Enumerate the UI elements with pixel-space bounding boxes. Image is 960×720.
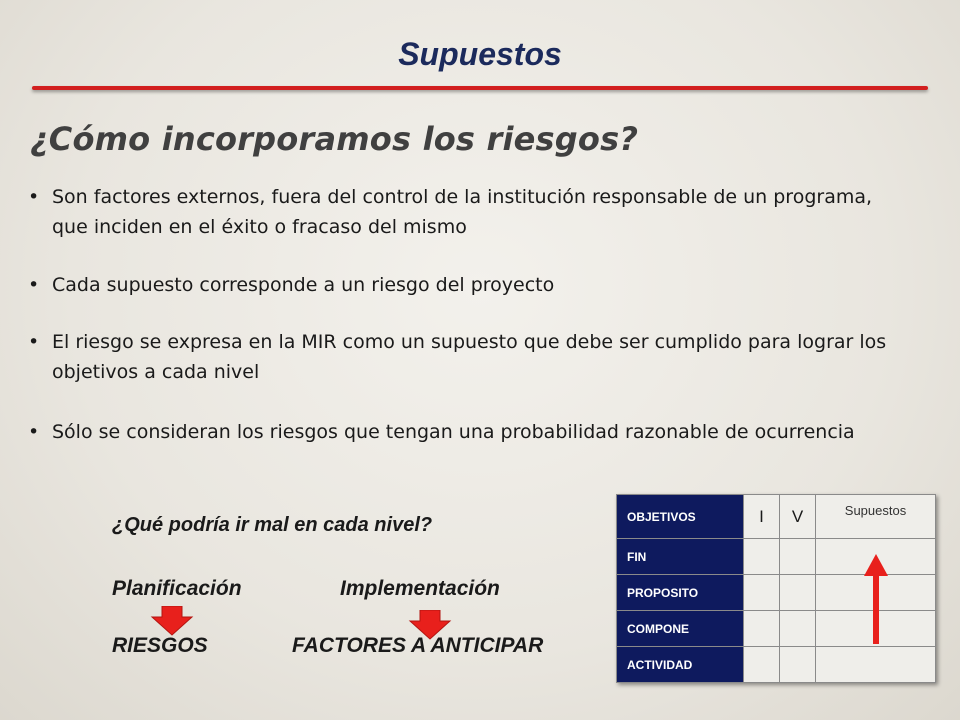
table-row [617,647,936,683]
bullet-text: Son factores externos, fuera del control de la institución responsable de un programa, que inciden en el éxito o fracaso del mismo [52,186,873,238]
table-header-row [617,495,936,539]
header-i: I [744,495,780,539]
row-label: ACTIVIDAD [617,647,744,683]
header-v: V [780,495,816,539]
row-label: PROPOSITO [617,575,744,611]
bullet-marker: • [28,331,40,353]
bullet-marker: • [28,421,40,443]
up-arrow-icon [858,552,894,648]
title-underline [32,86,928,90]
table-cell [744,611,780,647]
table-cell [780,611,816,647]
factores-label: FACTORES A ANTICIPAR [292,634,544,657]
slide-subtitle: ¿Cómo incorporamos los riesgos? [30,120,639,158]
bullet-text: Cada supuesto corresponde a un riesgo del proyecto [52,274,555,296]
table-cell [744,539,780,575]
bullet-item [28,417,902,447]
planificacion-label: Planificación [112,577,242,600]
bullet-item [28,270,902,300]
bullet-marker: • [28,186,40,208]
table-cell [744,647,780,683]
bullet-marker: • [28,274,40,296]
slide-title: Supuestos [398,36,562,72]
question-text: ¿Qué podría ir mal en cada nivel? [112,514,433,536]
header-objetivos: OBJETIVOS [617,495,744,539]
table-cell [780,575,816,611]
table-cell [744,575,780,611]
header-supuestos: Supuestos [816,495,936,539]
bullet-text: El riesgo se expresa en la MIR como un supuesto que debe ser cumplido para lograr los objetivos a cada nivel [52,331,887,383]
row-label: FIN [617,539,744,575]
bullet-item [28,182,902,242]
bullet-item [28,327,902,387]
table-cell [816,647,936,683]
row-label: COMPONE [617,611,744,647]
down-arrow-icon [150,606,194,636]
table-cell [780,539,816,575]
implementacion-label: Implementación [340,577,500,600]
riesgos-label: RIESGOS [112,634,208,657]
table-cell [780,647,816,683]
bullet-text: Sólo se consideran los riesgos que tengan una probabilidad razonable de ocurrencia [52,421,855,443]
